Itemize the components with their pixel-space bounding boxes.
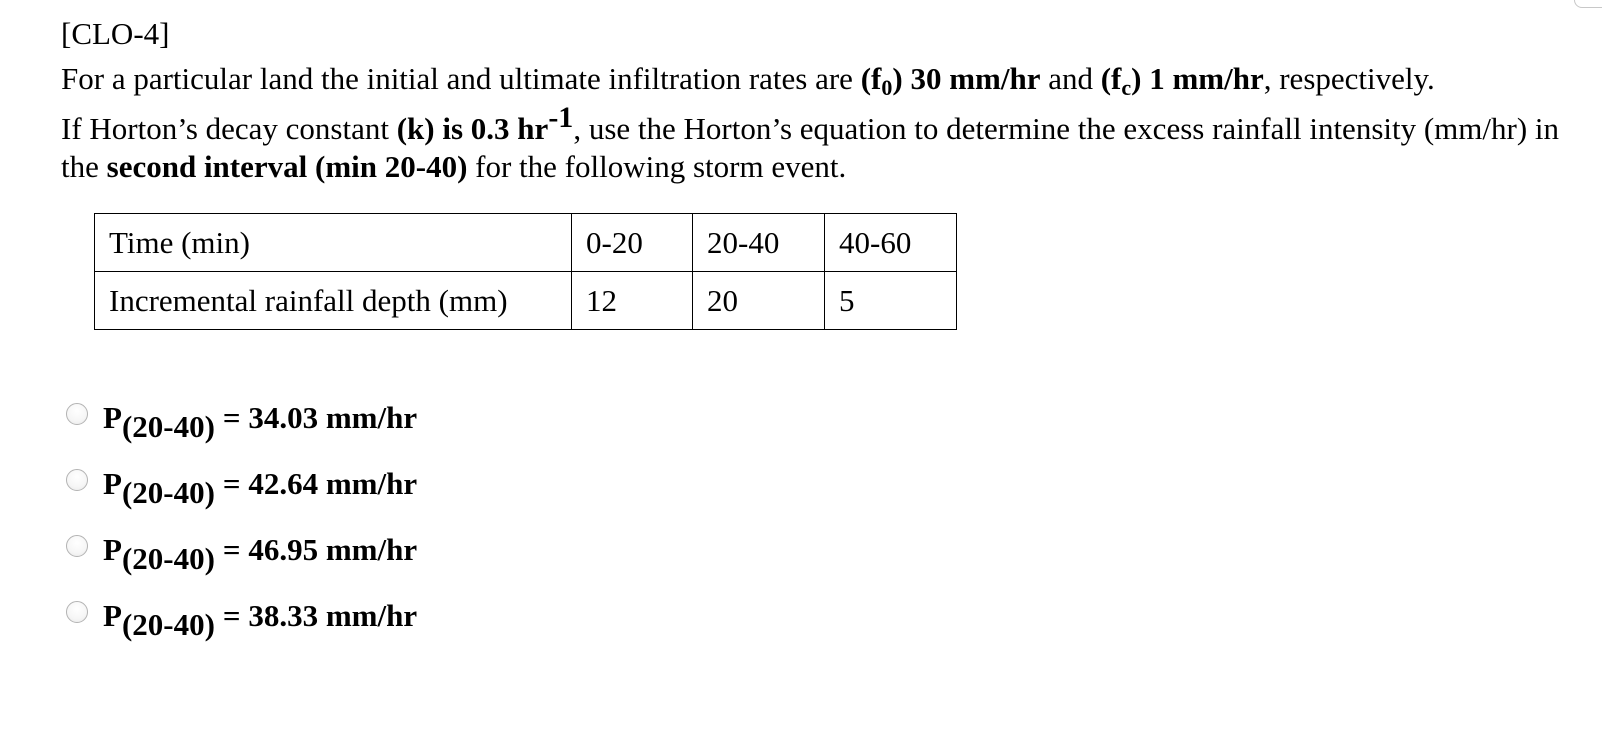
line1-text-end: , respectively. bbox=[1263, 61, 1435, 96]
line1-and: and bbox=[1040, 61, 1101, 96]
question-code: [CLO-4] bbox=[61, 16, 170, 51]
table-cell: 5 bbox=[825, 272, 957, 330]
table-row bbox=[95, 214, 957, 272]
radio-button-unchecked-icon[interactable] bbox=[66, 469, 88, 491]
radio-button-unchecked-icon[interactable] bbox=[66, 601, 88, 623]
table-row bbox=[95, 272, 957, 330]
option-label: P(20-40) = 34.03 mm/hr bbox=[103, 400, 418, 444]
line2-text-start: If Horton’s decay constant bbox=[61, 111, 397, 146]
table-cell: 40-60 bbox=[825, 214, 957, 272]
storm-table bbox=[94, 213, 957, 330]
fc-label: $(f_c)$ 1 mm/hr bbox=[1100, 61, 1264, 100]
question-line-1 bbox=[61, 60, 1561, 98]
table-cell: 20 bbox=[693, 272, 825, 330]
line1-text-start: For a particular land the initial and ultimate infiltration rates are bbox=[61, 61, 861, 96]
option-label: P(20-40) = 42.64 mm/hr bbox=[103, 466, 418, 510]
table-cell: 12 bbox=[572, 272, 693, 330]
table-cell: 0-20 bbox=[572, 214, 693, 272]
corner-control bbox=[1574, 0, 1602, 8]
table-cell: Incremental rainfall depth (mm) bbox=[95, 272, 572, 330]
option-label: P(20-40) = 46.95 mm/hr bbox=[103, 532, 418, 576]
radio-button-unchecked-icon[interactable] bbox=[66, 535, 88, 557]
interval-label: second interval (min 20-40) bbox=[106, 149, 468, 184]
question-block bbox=[61, 14, 1561, 186]
line2-text-end: for the following storm event. bbox=[467, 149, 847, 184]
table-cell: Time (min) bbox=[95, 214, 572, 272]
option-label: P(20-40) = 38.33 mm/hr bbox=[103, 598, 418, 642]
decay-constant: (k) is 0.3 $hr^{-1}$ bbox=[396, 101, 574, 146]
f0-label: $(f_0)$ 30 mm/hr bbox=[860, 61, 1041, 100]
line2-text-middle: , use the Horton’s equation to determine the excess rainfall intensity (mm/hr) in the bbox=[61, 111, 1560, 184]
table-cell: 20-40 bbox=[693, 214, 825, 272]
question-line-2 bbox=[61, 101, 1561, 186]
radio-button-unchecked-icon[interactable] bbox=[66, 403, 88, 425]
